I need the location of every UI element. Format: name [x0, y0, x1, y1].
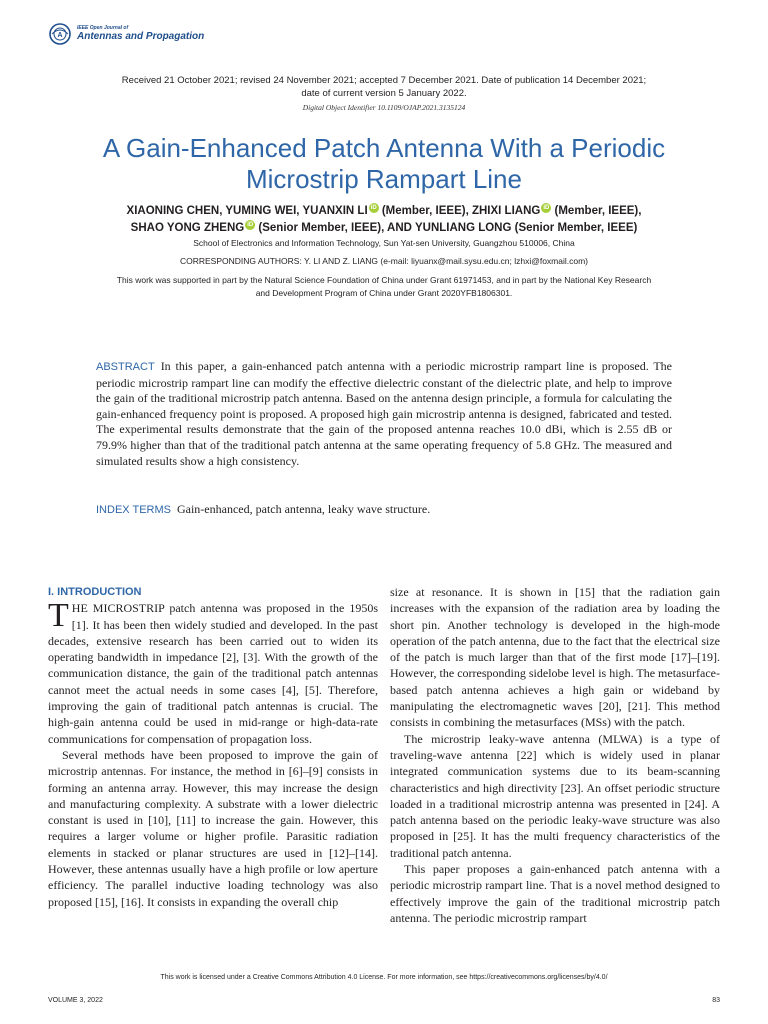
journal-small-label: IEEE Open Journal of [77, 25, 129, 31]
journal-name: Antennas and Propagation [77, 31, 205, 42]
title-line-2: Microstrip Rampart Line [246, 164, 522, 194]
corresponding-authors: CORRESPONDING AUTHORS: Y. LI AND Z. LIANG (e-mail: liyuanx@mail.sysu.edu.cn; lzhxi@foxmail.com) [179, 256, 589, 266]
abstract-label: ABSTRACT [96, 361, 155, 373]
body-column-left [48, 584, 378, 910]
paragraph-text: HE MICROSTRIP patch antenna was proposed in the 1950s [1]. It has been then widely studied and developed. In the past decades, extensive research has been carried out to widen its operating bandwidth in impedance [2], [3]. With the growth of the communication distance, the gain of the traditional patch antennas cannot meet the actual needs in some cases [4], [5]. Therefore, improving the gain of traditional patch antennas is crucial. The high-gain antenna could be used in mid-range or high-data-rate communications for compensation of propagation loss. [48, 601, 378, 746]
paragraph: size at resonance. It is shown in [15] that the radiation gain increases with the expansion of the radiation area by loading the short pin. Another technology is developed in the high-mode operation of the patch antenna, due to the fact that the electrical size of the patch is much larger than that of the first mode [17]–[19]. However, the corresponding sidelobe level is high. The metasurface-based patch antenna achieves a high gain or wideband by manipulating the electromagnetic waves [20], [21]. This method consists in combining the metasurfaces (MSs) with the patch. [390, 585, 720, 730]
index-terms-text: Gain-enhanced, patch antenna, leaky wave structure. [176, 502, 431, 516]
author-line-1 [60, 203, 708, 220]
funding-line-2: and Development Program of China under Grant 2020YFB1806301. [255, 288, 513, 298]
author-note-1: (Member, IEEE), ZHIXI LIANG [378, 205, 541, 217]
doi: Digital Object Identifier 10.1109/OJAP.2021.3135124 [302, 103, 466, 112]
author-note-2: (Member, IEEE), [551, 205, 642, 217]
affiliation: School of Electronics and Information Technology, Sun Yat-sen University, Guangzhou 510006, China [193, 238, 575, 248]
history-line-1: Received 21 October 2021; revised 24 November 2021; accepted 7 December 2021. Date of publication 14 December 2021; [121, 75, 647, 86]
index-terms-label: INDEX TERMS [96, 504, 171, 516]
drop-cap: T [48, 597, 69, 635]
index-terms [96, 502, 672, 517]
body-column-right [390, 584, 720, 926]
author-line-2 [60, 220, 708, 237]
ieee-ojap-logo-icon [48, 22, 72, 46]
history-line-2: date of current version 5 January 2022. [301, 88, 467, 99]
footer-volume: VOLUME 3, 2022 [48, 997, 103, 1004]
paragraph: The microstrip leaky-wave antenna (MLWA) is a type of traveling-wave antenna [22] which is widely used in planar integrated communication systems due to its beam-scanning characteristics and high directivity [23]. An offset periodic structure loaded in a traditional microstrip antenna was presented in [24]. A patch antenna based on the periodic leaky-wave structure was also proposed in [25]. It has the multi frequency characteristics of the traditional patch antenna. [390, 731, 720, 860]
abstract-text: In this paper, a gain-enhanced patch antenna with a periodic microstrip rampart line is proposed. The periodic microstrip rampart line can modify the effective dielectric constant of the dielectric plate, and help to improve the gain of the traditional microstrip patch antenna. Based on the antenna design principle, a formula for calculating the gain-enhanced frequency point is proposed. A proposed high gain microstrip antenna is designed, fabricated and tested. The experimental results demonstrate that the gain of the proposed antenna reaches 10.0 dBi, which is 2.55 dB or 79.9% higher than that of the traditional patch antenna at the same operating frequency of 5.8 GHz. The measured and simulated results show a high consistency. [96, 359, 672, 468]
paper-title [60, 133, 708, 195]
orcid-icon[interactable]: iD [370, 205, 377, 211]
svg-text:A: A [57, 32, 63, 39]
paragraph: Several methods have been proposed to improve the gain of microstrip antennas. For instance, the method in [6]–[9] consists in forming an antenna array. However, this may increase the design and manufacturing complexity. A substrate with a lower dielectric constant is used in [10], [11] to increase the gain. However, this requires a larger volume or higher profile. Parasitic radiation elements in stacked or planar structures are used in [12]–[14]. However, these antennas usually have a high profile or low aperture efficiency. The parallel inductive loading technology was also proposed [15], [16]. It consists in expanding the overall chip [48, 747, 378, 909]
funding-note [60, 274, 708, 300]
orcid-icon[interactable]: iD [247, 222, 254, 228]
paragraph [48, 597, 378, 747]
abstract [96, 359, 672, 469]
page-number: 83 [712, 997, 720, 1004]
paragraph: This paper proposes a gain-enhanced patch antenna with a periodic microstrip rampart line. That is a novel method designed to effectively improve the gain of the traditional microstrip patch antenna. The periodic microstrip rampart [390, 862, 720, 925]
author-names-1: XIAONING CHEN, YUMING WEI, YUANXIN LI [126, 205, 368, 217]
orcid-icon[interactable]: iD [543, 205, 550, 211]
author-names-2: SHAO YONG ZHENG [130, 222, 245, 234]
author-note-3: (Senior Member, IEEE), AND YUNLIANG LONG (Senior Member, IEEE) [255, 222, 638, 234]
section-heading: I. INTRODUCTION [48, 586, 142, 598]
publication-history [60, 74, 708, 100]
license-note: This work is licensed under a Creative Commons Attribution 4.0 License. For more information, see https://creativecommons.org/licenses/by/4.0/ [160, 974, 608, 981]
title-line-1: A Gain-Enhanced Patch Antenna With a Periodic [102, 133, 666, 163]
journal-header [48, 22, 204, 46]
funding-line-1: This work was supported in part by the Natural Science Foundation of China under Grant 61971453, and in part by the National Key Research [116, 275, 652, 285]
author-list [60, 203, 708, 237]
